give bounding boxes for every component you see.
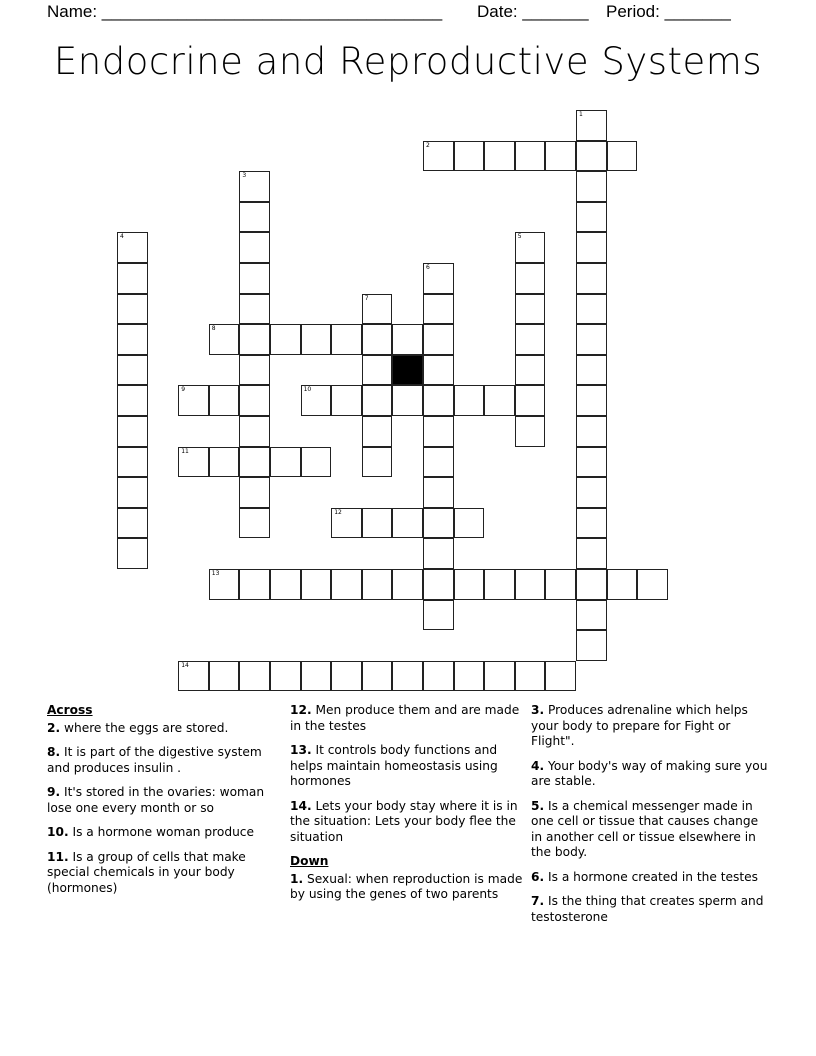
grid-cell[interactable] bbox=[239, 232, 270, 263]
grid-cell[interactable] bbox=[576, 294, 607, 325]
grid-cell[interactable] bbox=[423, 263, 454, 294]
grid-cell[interactable] bbox=[239, 447, 270, 478]
grid-cell[interactable] bbox=[515, 355, 546, 386]
clue-across-9 bbox=[47, 785, 285, 816]
grid-cell[interactable] bbox=[545, 141, 576, 172]
clue-down-4 bbox=[531, 759, 769, 790]
grid-cell[interactable] bbox=[209, 385, 240, 416]
grid-cell[interactable] bbox=[239, 263, 270, 294]
grid-cell[interactable] bbox=[362, 569, 393, 600]
grid-cell[interactable] bbox=[576, 263, 607, 294]
grid-cell[interactable] bbox=[362, 294, 393, 325]
grid-cell[interactable] bbox=[454, 569, 485, 600]
grid-cell[interactable] bbox=[178, 385, 209, 416]
grid-cell[interactable] bbox=[117, 447, 148, 478]
grid-cell[interactable] bbox=[178, 661, 209, 692]
clue-text: Is a group of cells that make special chemicals in your body (hormones) bbox=[47, 849, 246, 895]
grid-cell[interactable] bbox=[454, 385, 485, 416]
grid-cell[interactable] bbox=[392, 324, 423, 355]
grid-cell[interactable] bbox=[484, 141, 515, 172]
name-field[interactable]: Name: ____________________________________ bbox=[47, 2, 443, 21]
grid-cell[interactable] bbox=[362, 508, 393, 539]
cell-number: 5 bbox=[517, 233, 522, 241]
grid-cell[interactable] bbox=[576, 324, 607, 355]
across-heading: Across bbox=[47, 703, 93, 717]
cell-number: 7 bbox=[364, 294, 369, 302]
grid-cell[interactable] bbox=[178, 447, 209, 478]
grid-cell[interactable] bbox=[576, 538, 607, 569]
grid-cell[interactable] bbox=[239, 508, 270, 539]
clue-text: Is a hormone woman produce bbox=[72, 825, 254, 839]
clue-across-2 bbox=[47, 721, 285, 737]
grid-cell[interactable] bbox=[576, 447, 607, 478]
cell-number: 2 bbox=[426, 141, 430, 149]
clue-across-11 bbox=[47, 850, 285, 897]
grid-cell[interactable] bbox=[117, 324, 148, 355]
grid-cell[interactable] bbox=[331, 385, 362, 416]
clue-number: 8. bbox=[47, 745, 61, 759]
clue-number: 13. bbox=[290, 743, 312, 757]
grid-cell[interactable] bbox=[423, 569, 454, 600]
clue-number: 14. bbox=[290, 798, 312, 813]
cell-number: 11 bbox=[181, 447, 189, 455]
grid-cell[interactable] bbox=[576, 232, 607, 263]
grid-cell[interactable] bbox=[117, 294, 148, 325]
clue-number: 9. bbox=[47, 785, 61, 799]
grid-cell[interactable] bbox=[423, 416, 454, 447]
cell-number: 8 bbox=[211, 325, 216, 333]
date-field[interactable]: Date: _______ bbox=[477, 2, 589, 21]
clue-text: It is part of the digestive system and produces insulin . bbox=[47, 745, 262, 775]
grid-cell[interactable] bbox=[545, 661, 576, 692]
clue-number: 11. bbox=[47, 849, 69, 864]
grid-cell[interactable] bbox=[209, 569, 240, 600]
grid-cell[interactable] bbox=[484, 569, 515, 600]
clue-text: Sexual: when reproduction is made by using the genes of two parents bbox=[290, 871, 523, 901]
clues-column-2 bbox=[290, 703, 528, 912]
grid-cell[interactable] bbox=[239, 661, 270, 692]
grid-cell[interactable] bbox=[239, 569, 270, 600]
grid-cell[interactable] bbox=[239, 171, 270, 202]
clue-text: Is a hormone created in the testes bbox=[548, 869, 758, 884]
clue-across-12 bbox=[290, 703, 528, 734]
grid-cell[interactable] bbox=[301, 324, 332, 355]
grid-cell[interactable] bbox=[423, 324, 454, 355]
cell-number: 12 bbox=[334, 508, 342, 516]
grid-cell[interactable] bbox=[423, 355, 454, 386]
clue-across-13 bbox=[290, 743, 528, 790]
grid-cell[interactable] bbox=[331, 661, 362, 692]
clue-number: 6. bbox=[531, 869, 545, 884]
clue-number: 7. bbox=[531, 894, 545, 908]
cell-number: 6 bbox=[426, 264, 430, 271]
grid-cell[interactable] bbox=[454, 661, 485, 692]
grid-cell[interactable] bbox=[392, 385, 423, 416]
grid-cell[interactable] bbox=[270, 447, 301, 478]
grid-cell[interactable] bbox=[301, 661, 332, 692]
grid-cell[interactable] bbox=[515, 232, 546, 263]
cell-number: 13 bbox=[211, 570, 220, 577]
grid-cell[interactable] bbox=[515, 385, 546, 416]
clue-down-5 bbox=[531, 799, 769, 861]
grid-cell[interactable] bbox=[607, 569, 638, 600]
grid-cell[interactable] bbox=[362, 355, 393, 386]
grid-cell[interactable] bbox=[545, 569, 576, 600]
period-field[interactable]: Period: _______ bbox=[606, 2, 731, 21]
grid-cell[interactable] bbox=[239, 416, 270, 447]
clues-column-3 bbox=[531, 703, 769, 934]
grid-cell[interactable] bbox=[301, 447, 332, 478]
down-heading: Down bbox=[290, 854, 329, 868]
clue-text: Your body's way of making sure you are stable. bbox=[531, 758, 768, 788]
grid-cell[interactable] bbox=[576, 110, 607, 141]
clue-text: Men produce them and are made in the testes bbox=[290, 703, 520, 733]
grid-cell[interactable] bbox=[239, 294, 270, 325]
black-cell bbox=[392, 355, 423, 386]
grid-cell[interactable] bbox=[331, 569, 362, 600]
grid-cell[interactable] bbox=[576, 202, 607, 233]
grid-cell[interactable] bbox=[270, 324, 301, 355]
clues-column-1 bbox=[47, 703, 285, 905]
grid-cell[interactable] bbox=[331, 324, 362, 355]
clue-number: 10. bbox=[47, 825, 69, 839]
clue-text: where the eggs are stored. bbox=[64, 720, 229, 735]
grid-cell[interactable] bbox=[239, 385, 270, 416]
grid-cell[interactable] bbox=[209, 447, 240, 478]
cell-number: 1 bbox=[579, 111, 583, 118]
grid-cell[interactable] bbox=[607, 141, 638, 172]
grid-cell[interactable] bbox=[117, 355, 148, 386]
grid-cell[interactable] bbox=[637, 569, 668, 600]
grid-cell[interactable] bbox=[576, 416, 607, 447]
clue-number: 12. bbox=[290, 703, 312, 717]
grid-cell[interactable] bbox=[515, 569, 546, 600]
grid-cell[interactable] bbox=[117, 538, 148, 569]
grid-cell[interactable] bbox=[362, 416, 393, 447]
grid-cell[interactable] bbox=[239, 324, 270, 355]
grid-cell[interactable] bbox=[362, 324, 393, 355]
grid-cell[interactable] bbox=[117, 263, 148, 294]
grid-cell[interactable] bbox=[423, 538, 454, 569]
clue-text: Produces adrenaline which helps your body to prepare for Fight or Flight". bbox=[531, 703, 748, 748]
grid-cell[interactable] bbox=[392, 508, 423, 539]
clue-text: Lets your body stay where it is in the situation: Lets your body flee the situation bbox=[290, 798, 518, 844]
grid-cell[interactable] bbox=[423, 385, 454, 416]
grid-cell[interactable] bbox=[484, 385, 515, 416]
grid-cell[interactable] bbox=[515, 141, 546, 172]
grid-cell[interactable] bbox=[576, 630, 607, 661]
clue-across-14 bbox=[290, 799, 528, 846]
grid-cell[interactable] bbox=[423, 477, 454, 508]
clue-down-1 bbox=[290, 872, 528, 903]
clue-number: 5. bbox=[531, 798, 545, 813]
grid-cell[interactable] bbox=[576, 171, 607, 202]
cell-number: 3 bbox=[242, 172, 247, 180]
grid-cell[interactable] bbox=[209, 324, 240, 355]
cell-number: 9 bbox=[181, 386, 186, 394]
grid-cell[interactable] bbox=[484, 661, 515, 692]
grid-cell[interactable] bbox=[362, 385, 393, 416]
grid-cell[interactable] bbox=[515, 294, 546, 325]
clue-number: 1. bbox=[290, 871, 304, 886]
clue-number: 4. bbox=[531, 758, 545, 773]
clue-across-10 bbox=[47, 825, 285, 841]
grid-cell[interactable] bbox=[209, 661, 240, 692]
grid-cell[interactable] bbox=[576, 600, 607, 631]
clue-text: Is a chemical messenger made in one cell or tissue that causes change in another cell or tissue elsewhere in the body. bbox=[531, 798, 759, 859]
grid-cell[interactable] bbox=[423, 661, 454, 692]
grid-cell[interactable] bbox=[331, 508, 362, 539]
grid-cell[interactable] bbox=[515, 324, 546, 355]
grid-cell[interactable] bbox=[515, 416, 546, 447]
grid-cell[interactable] bbox=[423, 600, 454, 631]
grid-cell[interactable] bbox=[392, 661, 423, 692]
grid-cell[interactable] bbox=[362, 661, 393, 692]
grid-cell[interactable] bbox=[270, 569, 301, 600]
grid-cell[interactable] bbox=[392, 569, 423, 600]
grid-cell[interactable] bbox=[117, 477, 148, 508]
page-title: Endocrine and Reproductive Systems bbox=[53, 40, 763, 83]
clue-down-6 bbox=[531, 870, 769, 886]
cell-number: 10 bbox=[303, 386, 312, 394]
grid-cell[interactable] bbox=[362, 447, 393, 478]
clue-text: It's stored in the ovaries: woman lose one every month or so bbox=[47, 785, 265, 815]
grid-cell[interactable] bbox=[270, 661, 301, 692]
clue-down-7 bbox=[531, 894, 769, 925]
grid-cell[interactable] bbox=[117, 416, 148, 447]
grid-cell[interactable] bbox=[454, 508, 485, 539]
clue-down-3 bbox=[531, 703, 769, 750]
clue-number: 3. bbox=[531, 703, 545, 717]
grid-cell[interactable] bbox=[301, 385, 332, 416]
grid-cell[interactable] bbox=[423, 508, 454, 539]
grid-cell[interactable] bbox=[515, 661, 546, 692]
grid-cell[interactable] bbox=[423, 294, 454, 325]
grid-cell[interactable] bbox=[576, 355, 607, 386]
grid-cell[interactable] bbox=[576, 508, 607, 539]
grid-cell[interactable] bbox=[576, 569, 607, 600]
grid-cell[interactable] bbox=[117, 508, 148, 539]
grid-cell[interactable] bbox=[239, 355, 270, 386]
clue-across-8 bbox=[47, 745, 285, 776]
clue-text: It controls body functions and helps maintain homeostasis using hormones bbox=[290, 743, 498, 788]
grid-cell[interactable] bbox=[576, 477, 607, 508]
grid-cell[interactable] bbox=[454, 141, 485, 172]
grid-cell[interactable] bbox=[301, 569, 332, 600]
grid-cell[interactable] bbox=[423, 447, 454, 478]
clue-number: 2. bbox=[47, 720, 61, 735]
grid-cell[interactable] bbox=[239, 202, 270, 233]
clue-text: Is the thing that creates sperm and testosterone bbox=[531, 894, 764, 924]
cell-number: 4 bbox=[120, 233, 124, 241]
grid-cell[interactable] bbox=[515, 263, 546, 294]
cell-number: 14 bbox=[181, 661, 189, 669]
grid-cell[interactable] bbox=[423, 141, 454, 172]
grid-cell[interactable] bbox=[239, 477, 270, 508]
grid-cell[interactable] bbox=[117, 232, 148, 263]
grid-cell[interactable] bbox=[576, 385, 607, 416]
grid-cell[interactable] bbox=[117, 385, 148, 416]
grid-cell[interactable] bbox=[576, 141, 607, 172]
